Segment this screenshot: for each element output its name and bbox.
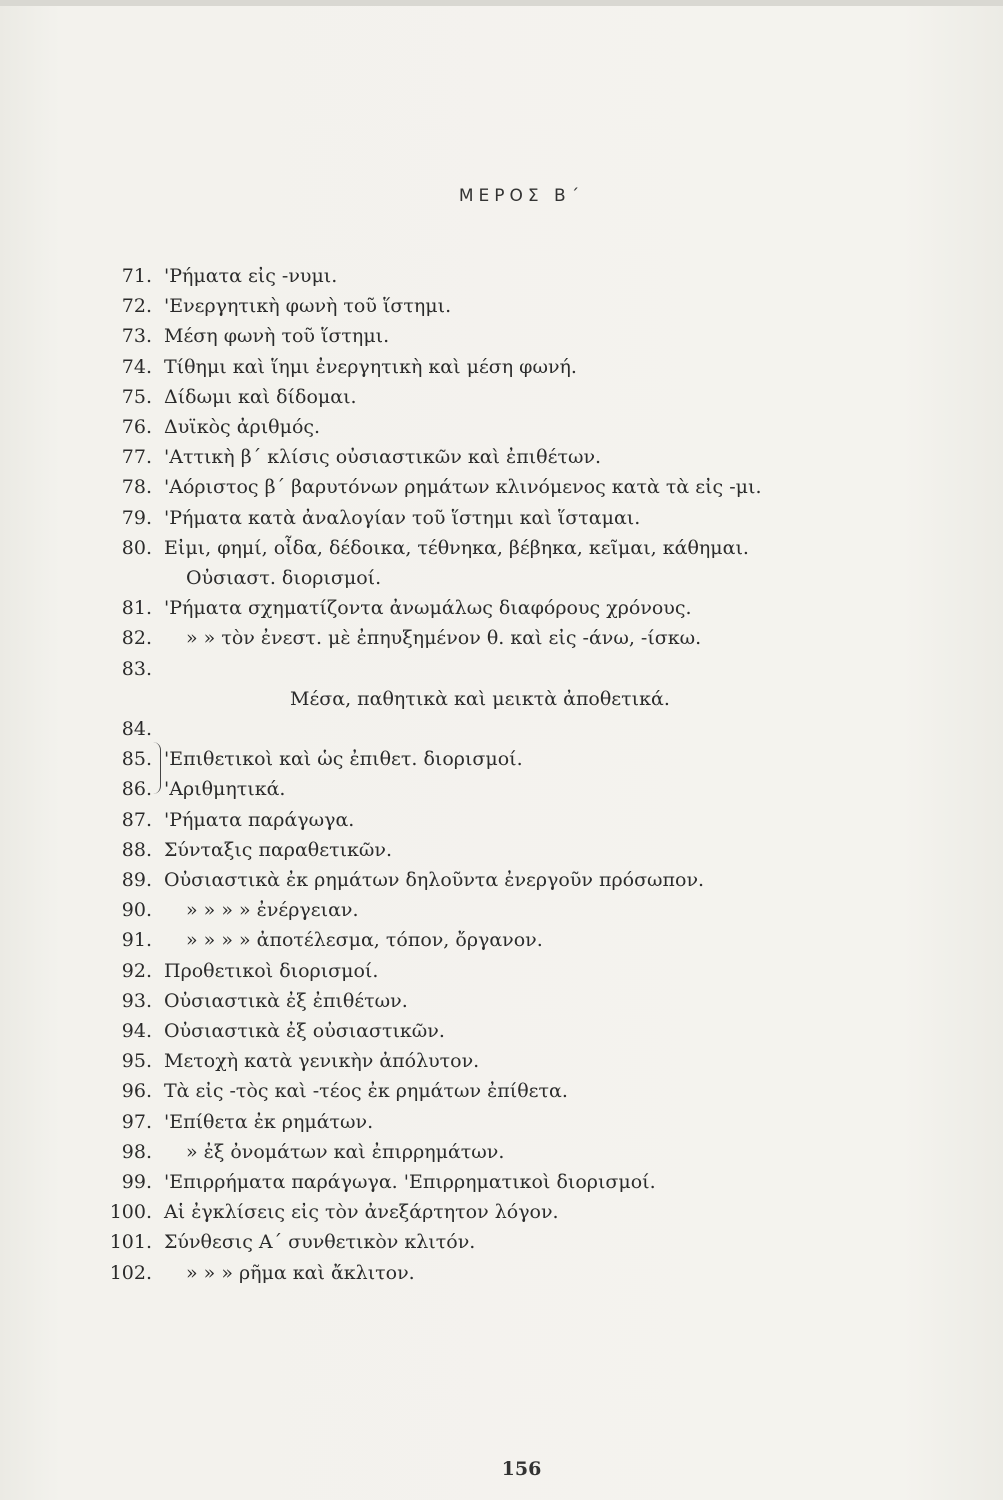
toc-entry: [0, 836, 1003, 864]
entry-title: » » » » ἀποτέλεσμα, τόπον, ὄργανον.: [186, 929, 543, 951]
toc-entry: [0, 1138, 1003, 1166]
entry-title: 'Ρήματα εἰς -νυμι.: [164, 265, 338, 287]
entry-number: 100.: [109, 1201, 152, 1223]
toc-entry: [0, 1168, 1003, 1196]
toc-entry: [0, 443, 1003, 471]
entry-number: 80.: [121, 537, 152, 559]
toc-entry: [0, 866, 1003, 894]
entry-title: Τὰ εἰς -τὸς καὶ -τέος ἐκ ρημάτων ἐπίθετα.: [164, 1080, 568, 1102]
entry-title: 'Ενεργητικὴ φωνὴ τοῦ ἵστημι.: [164, 295, 452, 317]
entry-title: 'Ρήματα κατὰ ἀναλογίαν τοῦ ἵστημι καὶ ἵσταμαι.: [164, 507, 641, 529]
entry-number: 83.: [121, 658, 152, 680]
entry-number: 98.: [121, 1141, 152, 1163]
entry-title: » ἐξ ὀνομάτων καὶ ἐπιρρημάτων.: [186, 1141, 505, 1163]
entry-title: Εἰμι, φημί, οἶδα, δέδοικα, τέθνηκα, βέβηκα, κεῖμαι, κάθημαι.: [164, 537, 749, 559]
entry-number: 97.: [121, 1111, 152, 1133]
entry-number: 96.: [121, 1080, 152, 1102]
toc-entry: [0, 1047, 1003, 1075]
entry-title: Δυϊκὸς ἀριθμός.: [164, 416, 321, 438]
bracket-83-84: [150, 742, 161, 794]
entry-title: 'Αριθμητικά.: [164, 778, 286, 800]
toc-entry: [0, 655, 1003, 683]
toc-entry: [0, 534, 1003, 562]
page-number: 156: [501, 1458, 542, 1480]
entry-number: 78.: [121, 476, 152, 498]
entry-title: Δίδωμι καὶ δίδομαι.: [164, 386, 357, 408]
entry-number: 93.: [121, 990, 152, 1012]
toc-entry: [0, 292, 1003, 320]
entry-title: 'Αόριστος β΄ βαρυτόνων ρημάτων κλινόμενος κατὰ τὰ εἰς -μι.: [164, 476, 762, 498]
toc-entry: [0, 473, 1003, 501]
section-heading: ΜΕΡΟΣ Β΄: [458, 186, 585, 206]
entry-number: 71.: [121, 265, 152, 287]
entry-number: 72.: [121, 295, 152, 317]
toc-entry: [0, 322, 1003, 350]
entry-title: Οὐσιαστικὰ ἐκ ρημάτων δηλοῦντα ἐνεργοῦν πρόσωπον.: [164, 869, 705, 891]
entry-number: 84.: [121, 718, 152, 740]
entry-title: 'Επιρρήματα παράγωγα. 'Επιρρηματικοὶ διορισμοί.: [164, 1171, 656, 1193]
toc-entry: [0, 594, 1003, 622]
toc-entry: [0, 413, 1003, 441]
entry-title: Μετοχὴ κατὰ γενικὴν ἀπόλυτον.: [164, 1050, 480, 1072]
entry-title: 'Ρήματα παράγωγα.: [164, 809, 355, 831]
toc-entry: [0, 1198, 1003, 1226]
toc-entry: [0, 685, 1003, 713]
entry-title: Οὐσιαστ. διορισμοί.: [186, 567, 382, 589]
toc-entry: [0, 896, 1003, 924]
entry-number: 86.: [121, 778, 152, 800]
entry-number: 99.: [121, 1171, 152, 1193]
toc-entry: [0, 957, 1003, 985]
toc-entry: [0, 1017, 1003, 1045]
entry-number: 101.: [109, 1231, 152, 1253]
toc-entry: [0, 806, 1003, 834]
entry-title: Αἱ ἐγκλίσεις εἰς τὸν ἀνεξάρτητον λόγον.: [164, 1201, 559, 1223]
entry-number: 74.: [121, 356, 152, 378]
toc-entry: [0, 987, 1003, 1015]
toc-entry: [0, 504, 1003, 532]
entry-number: 79.: [121, 507, 152, 529]
toc-entry: [0, 926, 1003, 954]
entry-title: » » » » ἐνέργειαν.: [186, 899, 359, 921]
entry-title: Τίθημι καὶ ἵημι ἐνεργητικὴ καὶ μέση φωνή.: [164, 356, 577, 378]
toc-entry: [0, 564, 1003, 592]
entry-title: Σύνταξις παραθετικῶν.: [164, 839, 392, 861]
toc-entry: [0, 353, 1003, 381]
entry-title: 'Επίθετα ἐκ ρημάτων.: [164, 1111, 374, 1133]
entry-title: » » τὸν ἐνεστ. μὲ ἐπηυξημένον θ. καὶ εἰς -άνω, -ίσκω.: [186, 627, 702, 649]
toc-entry: [0, 624, 1003, 652]
entry-number: 81.: [121, 597, 152, 619]
toc-entry: [0, 1077, 1003, 1105]
entry-number: 73.: [121, 325, 152, 347]
entry-number: 85.: [121, 748, 152, 770]
entry-number: 87.: [121, 809, 152, 831]
entry-number: 91.: [121, 929, 152, 951]
entry-number: 95.: [121, 1050, 152, 1072]
toc-entry: [0, 383, 1003, 411]
toc-entry: [0, 1108, 1003, 1136]
entry-number: 92.: [121, 960, 152, 982]
entry-title: 'Ρήματα σχηματίζοντα ἀνωμάλως διαφόρους χρόνους.: [164, 597, 692, 619]
entry-number: 88.: [121, 839, 152, 861]
entry-title: Σύνθεσις Α΄ συνθετικὸν κλιτόν.: [164, 1231, 476, 1253]
entry-title: Προθετικοὶ διορισμοί.: [164, 960, 379, 982]
entry-number: 90.: [121, 899, 152, 921]
toc-entry: [0, 1259, 1003, 1287]
entry-number: 77.: [121, 446, 152, 468]
entry-title: 'Αττικὴ β΄ κλίσις οὐσιαστικῶν καὶ ἐπιθέτων.: [164, 446, 602, 468]
entry-title: » » » ρῆμα καὶ ἄκλιτον.: [186, 1262, 415, 1284]
entry-number: 76.: [121, 416, 152, 438]
entry-number: 75.: [121, 386, 152, 408]
toc-entry: [0, 715, 1003, 743]
entry-number: 82.: [121, 627, 152, 649]
toc-entry: [0, 262, 1003, 290]
entry-number: 94.: [121, 1020, 152, 1042]
entry-title: Μέσα, παθητικὰ καὶ μεικτὰ ἀποθετικά.: [290, 688, 670, 710]
entry-title: Οὐσιαστικὰ ἐξ ἐπιθέτων.: [164, 990, 408, 1012]
entry-title: 'Επιθετικοὶ καὶ ὡς ἐπιθετ. διορισμοί.: [164, 748, 523, 770]
entry-title: Οὐσιαστικὰ ἐξ οὐσιαστικῶν.: [164, 1020, 445, 1042]
entry-number: 102.: [109, 1262, 152, 1284]
entry-title: Μέση φωνὴ τοῦ ἵστημι.: [164, 325, 390, 347]
entry-number: 89.: [121, 869, 152, 891]
toc-entry: [0, 1228, 1003, 1256]
